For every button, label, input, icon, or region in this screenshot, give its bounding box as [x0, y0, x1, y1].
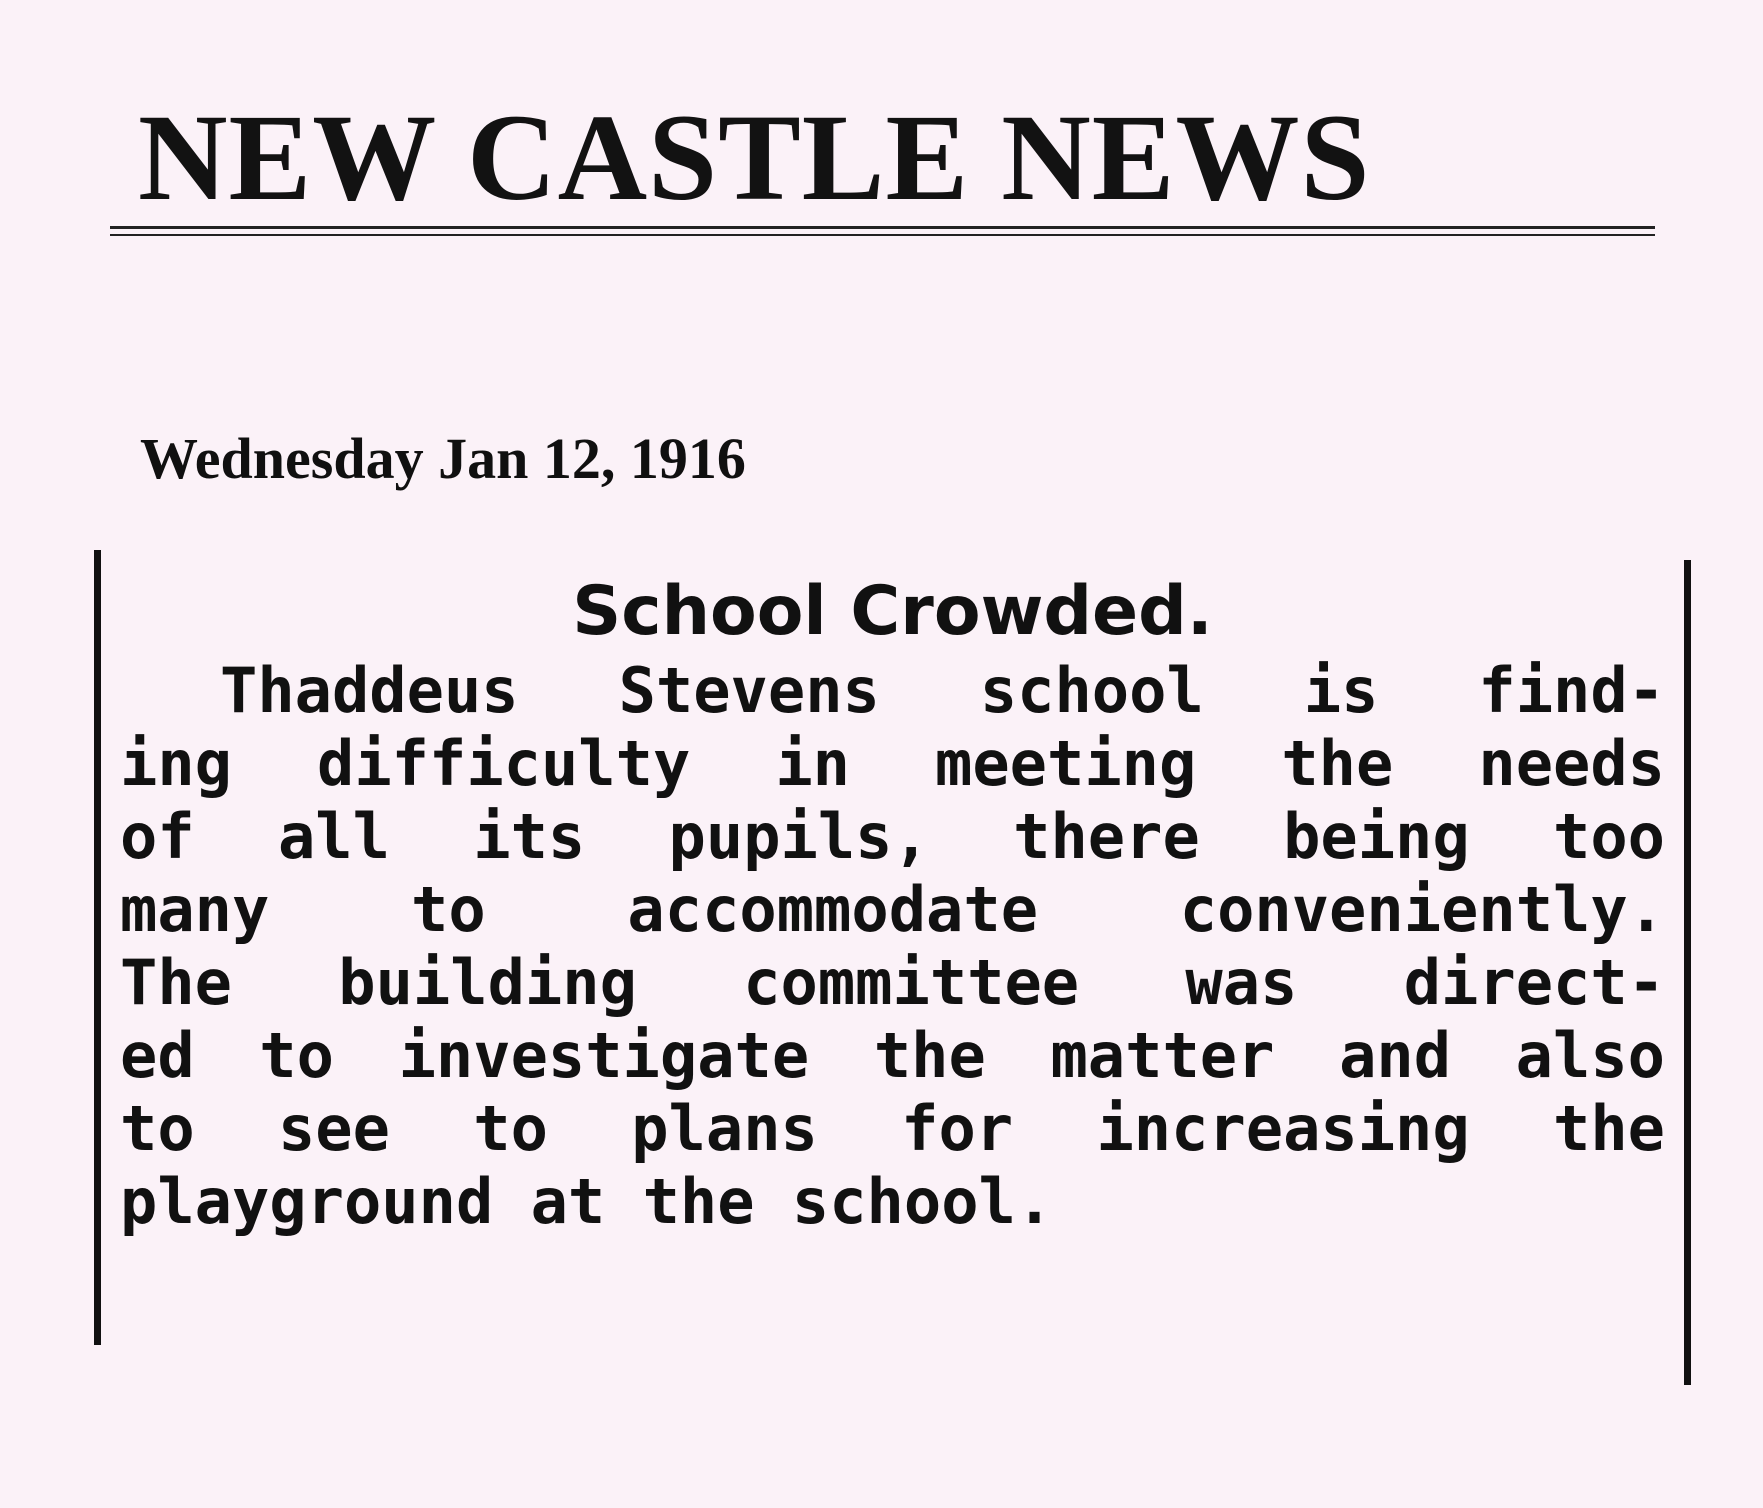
column-rule-right [1684, 560, 1691, 1385]
publication-date: Wednesday Jan 12, 1916 [140, 426, 746, 491]
masthead [110, 78, 1655, 226]
masthead-rule-bottom [110, 234, 1655, 236]
article-line: playground at the school. [120, 1165, 1054, 1238]
article-line: ed to investigate the matter and also [120, 1019, 1665, 1092]
masthead-rule-top [110, 226, 1655, 229]
article-line: The building committee was direct- [120, 946, 1665, 1019]
article-headline: School Crowded. [572, 572, 1213, 651]
article-line: of all its pupils, there being too [120, 800, 1665, 873]
column-rule-left [94, 550, 101, 1345]
article-line: ing difficulty in meeting the needs [120, 727, 1665, 800]
article-line: many to accommodate conveniently. [120, 873, 1665, 946]
newspaper-title: NEW CASTLE NEWS [138, 89, 1371, 226]
article-line: Thaddeus Stevens school is find- [220, 654, 1665, 727]
article-line: to see to plans for increasing the [120, 1092, 1665, 1165]
